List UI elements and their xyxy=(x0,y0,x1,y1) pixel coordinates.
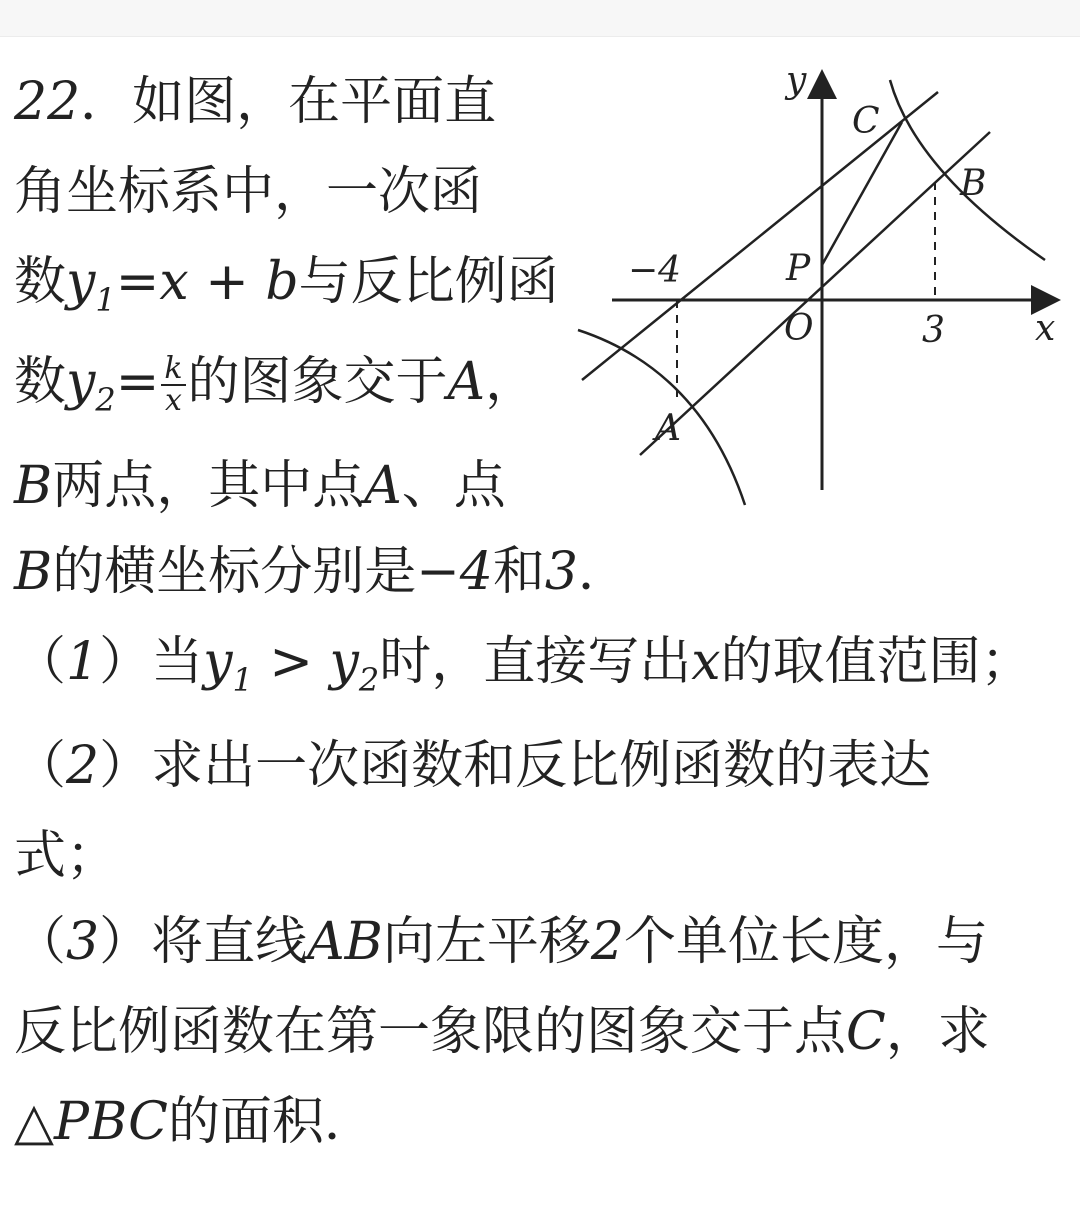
label-x: x xyxy=(1035,308,1056,349)
question-3-line-2: 反比例函数在第一象限的图象交于点C，求 xyxy=(14,1002,990,1062)
label-a: A xyxy=(655,408,681,449)
problem-line-5: B两点，其中点A、点 xyxy=(14,456,506,516)
problem-line-2: 角坐标系中，一次函 xyxy=(14,162,483,222)
label-b: B xyxy=(960,163,987,204)
segment-pc xyxy=(822,122,902,265)
top-bar xyxy=(0,0,1080,37)
label-y: y xyxy=(786,60,807,101)
question-3-line-3: △PBC的面积． xyxy=(14,1092,376,1152)
label-p: P xyxy=(786,248,811,289)
line-through-c xyxy=(582,92,938,380)
problem-line-3: 数$y_1=x + b$与反比例函 xyxy=(14,252,559,319)
coordinate-graph xyxy=(570,55,1070,515)
question-3: （3）将直线AB向左平移2个单位长度，与 xyxy=(14,912,989,972)
label-o: O xyxy=(784,308,814,349)
label-neg4: −4 xyxy=(628,250,682,291)
problem-number: 22 xyxy=(14,72,81,132)
label-3: 3 xyxy=(922,310,945,351)
question-1: （1）当$y_1 > y_2$时，直接写出x的取值范围； xyxy=(14,632,1033,699)
question-2-cont: 式； xyxy=(14,826,119,886)
label-c: C xyxy=(852,101,880,142)
problem-line-1: 22．如图，在平面直 xyxy=(14,72,497,132)
problem-line-4: 数$y_2=$ $\frac{k}{x}$ 的图象交于A， xyxy=(14,351,538,419)
problem-line-6: B的横坐标分别是−4和3． xyxy=(14,542,631,602)
fraction-k-over-x: $\frac{k}{x}$ xyxy=(161,354,185,416)
question-2: （2）求出一次函数和反比例函数的表达 xyxy=(14,736,932,796)
